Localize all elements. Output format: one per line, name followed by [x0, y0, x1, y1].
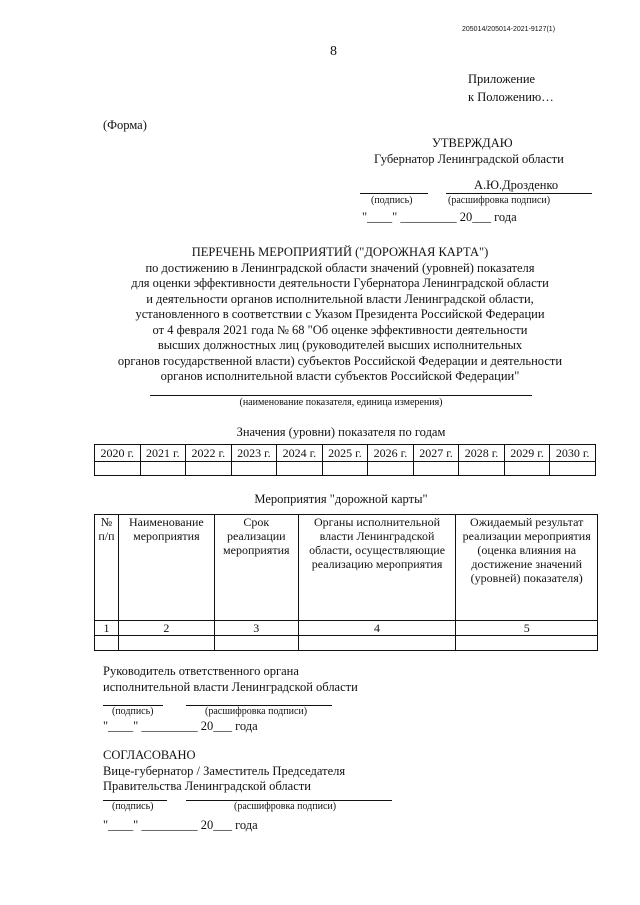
- empty-cell: [298, 636, 456, 651]
- value-cell: [140, 462, 186, 476]
- column-number: 2: [118, 621, 214, 636]
- title-line: органов государственной власти) субъектов Российской Федерации и деятельности: [117, 353, 563, 368]
- title-line: установленного в соответствии с Указом Президента Российской Федерации: [135, 307, 545, 321]
- value-cell: [368, 462, 414, 476]
- appendix-line-2: к Положению…: [468, 90, 554, 104]
- year-cell: 2030 г.: [550, 445, 596, 462]
- header-event-name: Наименование мероприятия: [118, 515, 214, 621]
- value-cell: [413, 462, 459, 476]
- agreed-signature-caption: (подпись): [112, 801, 154, 812]
- agreed-decode-caption: (расшифровка подписи): [234, 801, 337, 812]
- title-line: ПЕРЕЧЕНЬ МЕРОПРИЯТИЙ ("ДОРОЖНАЯ КАРТА"): [191, 245, 489, 259]
- indicator-name-line: [150, 395, 532, 396]
- year-cell: 2022 г.: [186, 445, 232, 462]
- value-cell: [231, 462, 277, 476]
- years-table: [94, 444, 596, 476]
- title-line: органов исполнительной власти субъектов Российской Федерации": [160, 369, 520, 383]
- value-cell: [186, 462, 232, 476]
- document-id: 205014/205014-2021-9127(1): [462, 26, 556, 33]
- head-decode-caption: (расшифровка подписи): [205, 706, 308, 717]
- head-date: "____" _________ 20___ года: [103, 719, 258, 733]
- title-line: высших должностных лиц (руководителей высших исполнительных: [157, 338, 523, 352]
- document-title: [90, 245, 590, 385]
- approve-date: "____" _________ 20___ года: [362, 210, 517, 224]
- agreed-date: "____" _________ 20___ года: [103, 818, 258, 832]
- year-cell: 2024 г.: [277, 445, 323, 462]
- agreed-line-1: Вице-губернатор / Заместитель Председателя: [103, 764, 346, 778]
- approve-decode-caption: (расшифровка подписи): [448, 195, 551, 206]
- title-line: от 4 февраля 2021 года № 68 "Об оценке эффективности деятельности: [152, 322, 528, 337]
- year-cell: 2020 г.: [95, 445, 141, 462]
- title-line: и деятельности органов исполнительной власти Ленинградской области,: [146, 291, 534, 306]
- approve-name: А.Ю.Дрозденко: [474, 178, 559, 192]
- approve-signature-caption: (подпись): [371, 195, 413, 206]
- column-number: 5: [456, 621, 598, 636]
- agreed-title: СОГЛАСОВАНО: [103, 748, 196, 762]
- column-number: 4: [298, 621, 456, 636]
- value-cell: [322, 462, 368, 476]
- year-cell: 2029 г.: [504, 445, 550, 462]
- value-cell: [504, 462, 550, 476]
- year-cell: 2028 г.: [459, 445, 505, 462]
- events-table: [94, 514, 598, 651]
- year-cell: 2025 г.: [322, 445, 368, 462]
- head-line-1: Руководитель ответственного органа: [103, 664, 299, 678]
- values-heading: Значения (уровни) показателя по годам: [236, 425, 446, 439]
- empty-cell: [456, 636, 598, 651]
- empty-cell: [214, 636, 298, 651]
- head-signature-caption: (подпись): [112, 706, 154, 717]
- header-expected-result: Ожидаемый результат реализации мероприятия (оценка влияния на достижение значений (уровней) показателя): [456, 515, 598, 621]
- empty-cell: [95, 636, 119, 651]
- year-cell: 2027 г.: [413, 445, 459, 462]
- form-label: (Форма): [103, 118, 147, 132]
- approve-signature-line: [360, 193, 428, 194]
- agreed-line-2: Правительства Ленинградской области: [103, 779, 311, 793]
- header-executors: Органы исполнительной власти Ленинградской области, осуществляющие реализацию мероприятия: [298, 515, 456, 621]
- empty-cell: [118, 636, 214, 651]
- approve-position: Губернатор Ленинградской области: [374, 152, 564, 166]
- year-cell: 2023 г.: [231, 445, 277, 462]
- approve-name-line: [446, 193, 592, 194]
- events-heading: Мероприятия "дорожной карты": [254, 492, 428, 506]
- approve-title: УТВЕРЖДАЮ: [432, 136, 513, 150]
- value-cell: [95, 462, 141, 476]
- column-number: 1: [95, 621, 119, 636]
- head-line-2: исполнительной власти Ленинградской области: [103, 680, 358, 694]
- value-cell: [459, 462, 505, 476]
- column-number: 3: [214, 621, 298, 636]
- indicator-caption: (наименование показателя, единица измерения): [239, 397, 443, 408]
- appendix-line-1: Приложение: [468, 72, 536, 86]
- value-cell: [277, 462, 323, 476]
- header-deadline: Срок реализации мероприятия: [214, 515, 298, 621]
- title-line: по достижению в Ленинградской области значений (уровней) показателя: [145, 260, 535, 275]
- value-cell: [550, 462, 596, 476]
- year-cell: 2021 г.: [140, 445, 186, 462]
- year-cell: 2026 г.: [368, 445, 414, 462]
- header-number: № п/п: [95, 515, 119, 621]
- page-number: 8: [330, 44, 337, 59]
- title-line: для оценки эффективности деятельности Губернатора Ленинградской области: [131, 276, 549, 290]
